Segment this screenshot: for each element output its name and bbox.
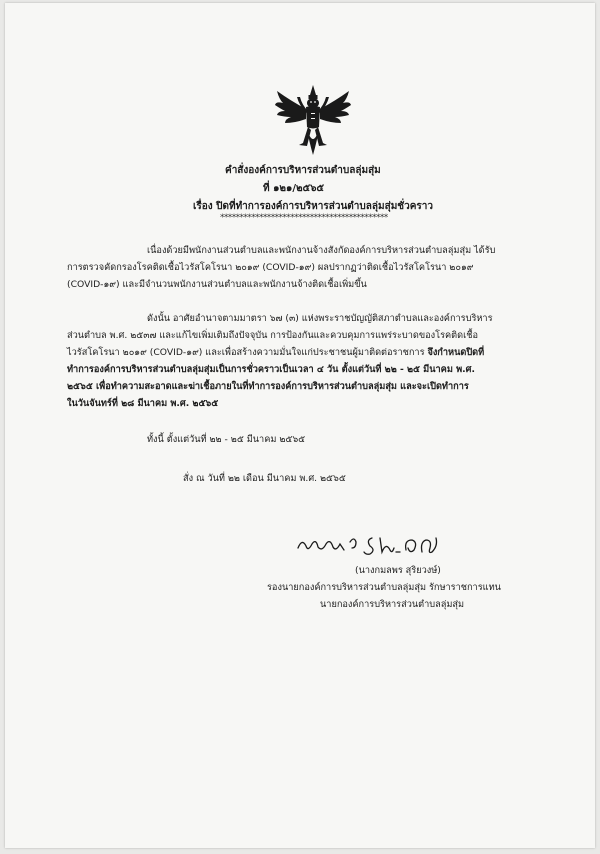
ordered-date: สั่ง ณ วันที่ ๒๒ เดือน มีนาคม พ.ศ. ๒๕๖๕ <box>183 473 346 484</box>
paragraph-2-line-1: ดังนั้น อาศัยอำนาจตามมาตรา ๖๗ (๓) แห่งพระราชบัญญัติสภาตำบลและองค์การบริหาร <box>147 313 493 324</box>
document-page <box>5 3 595 848</box>
signatory-position-line-1: รองนายกองค์การบริหารส่วนตำบลลุ่มสุ่ม รักษาราชการแทน <box>267 582 501 593</box>
handwritten-signature <box>290 528 460 560</box>
paragraph-2-line-2: ส่วนตำบล พ.ศ. ๒๕๓๗ และแก้ไขเพิ่มเติมถึงปัจจุบัน การป้องกันและควบคุมการแพร่ระบาดของโรคติดเชื้อ <box>67 330 478 341</box>
signatory-position-line-2: นายกองค์การบริหารส่วนตำบลลุ่มสุ่ม <box>320 599 465 610</box>
paragraph-1-line-3: (COVID-๑๙) และมีจำนวนพนักงานส่วนตำบลและพนักงานจ้างติดเชื้อเพิ่มขึ้น <box>67 279 367 290</box>
effective-date: ทั้งนี้ ตั้งแต่วันที่ ๒๒ - ๒๕ มีนาคม ๒๕๖๕ <box>147 434 306 445</box>
order-number: ที่ ๑๒๑/๒๕๖๕ <box>263 183 325 194</box>
order-title: คำสั่งองค์การบริหารส่วนตำบลลุ่มสุ่ม <box>225 165 381 176</box>
paragraph-1-line-2: การตรวจคัดกรองโรคติดเชื้อไวรัสโคโรนา ๒๐๑๙ (COVID-๑๙) ผลปรากฏว่าติดเชื้อไวรัสโคโรนา ๒๐๑๙ <box>67 262 474 273</box>
signatory-name: (นางกมลพร สุริยวงษ์) <box>355 565 441 576</box>
separator-stars: ******************************************* <box>220 213 388 223</box>
paragraph-2-line-4: ทำการองค์การบริหารส่วนตำบลลุ่มสุ่มเป็นการชั่วคราวเป็นเวลา ๔ วัน ตั้งแต่วันที่ ๒๒ - ๒๕ มีนาคม พ.ศ. <box>67 364 475 375</box>
garuda-emblem <box>273 83 353 157</box>
order-subject: เรื่อง ปิดที่ทำการองค์การบริหารส่วนตำบลลุ่มสุ่มชั่วคราว <box>193 201 434 212</box>
paragraph-2-line-6: ในวันจันทร์ที่ ๒๘ มีนาคม พ.ศ. ๒๕๖๕ <box>67 398 219 409</box>
paragraph-2-line-3-text: ไวรัสโคโรนา ๒๐๑๙ (COVID-๑๙) และเพื่อสร้างความมั่นใจแก่ประชาชนผู้มาติดต่อราชการ <box>67 347 428 358</box>
paragraph-2-line-3-bold: จึงกำหนดปิดที่ <box>427 347 485 358</box>
paragraph-2-line-3 <box>67 347 484 359</box>
paragraph-1-line-1: เนื่องด้วยมีพนักงานส่วนตำบลและพนักงานจ้างสังกัดองค์การบริหารส่วนตำบลลุ่มสุ่ม ได้รับ <box>147 245 496 256</box>
paragraph-2-line-5: ๒๕๖๕ เพื่อทำความสะอาดและฆ่าเชื้อภายในที่ทำการองค์การบริหารส่วนตำบลลุ่มสุ่ม และจะเปิดทำการ <box>67 381 469 392</box>
